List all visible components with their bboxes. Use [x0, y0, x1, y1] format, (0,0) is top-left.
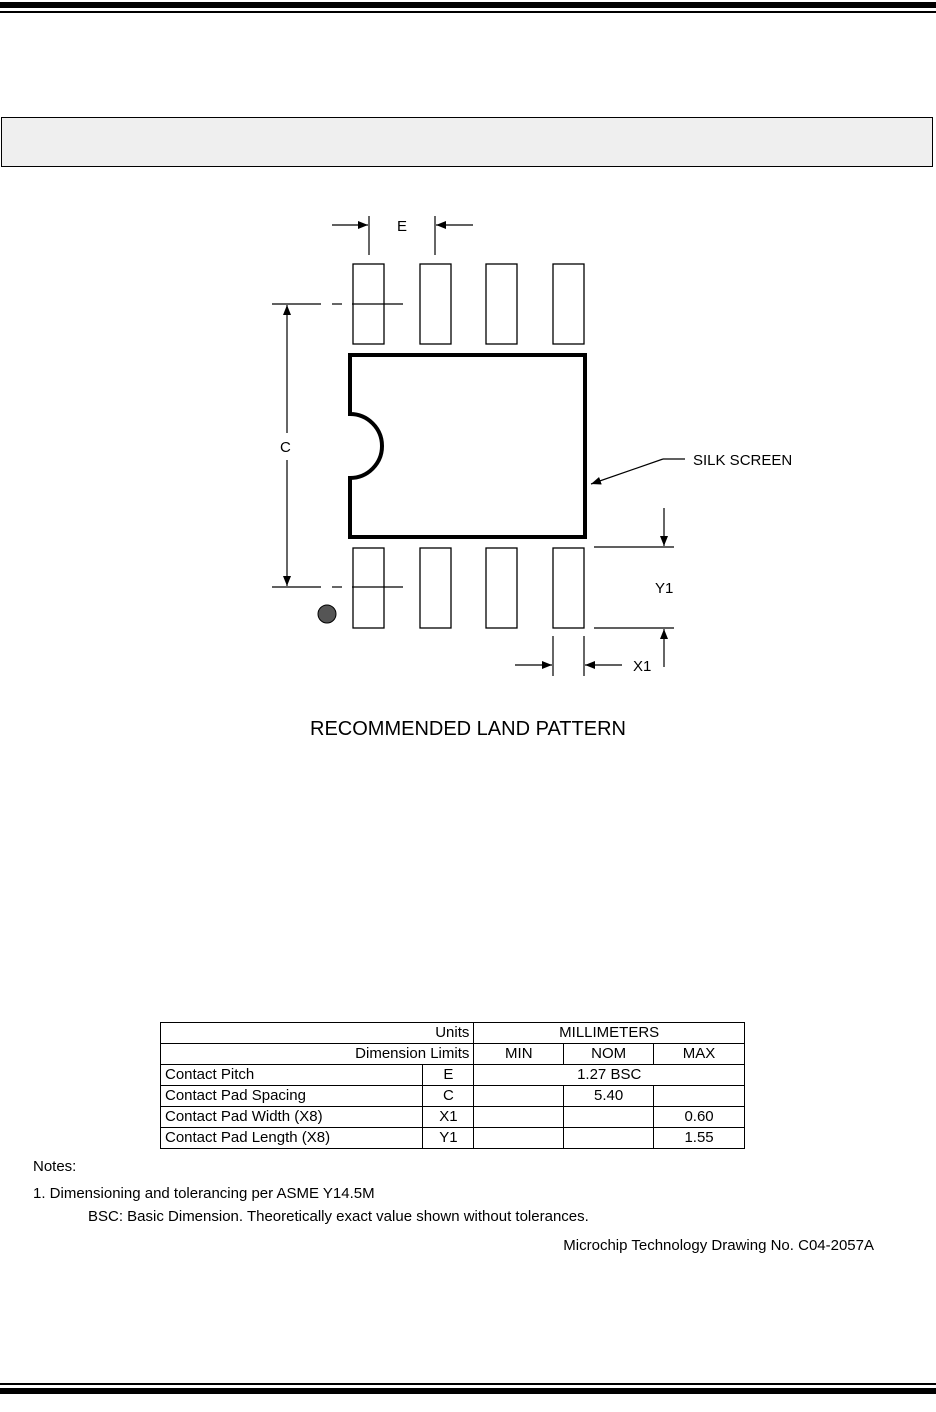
title-banner: [1, 117, 933, 167]
row-symbol: X1: [423, 1107, 474, 1128]
pin-1-indicator: [318, 605, 336, 623]
pad-top-2: [420, 264, 451, 344]
row-name: Contact Pad Length (X8): [161, 1128, 423, 1149]
bottom-rule-thin: [0, 1383, 936, 1385]
silk-screen-label: SILK SCREEN: [693, 452, 793, 469]
bottom-rule-thick: [0, 1388, 936, 1394]
y1-label: Y1: [655, 580, 674, 597]
land-pattern-drawing: [0, 200, 936, 740]
table-row: [161, 1065, 745, 1086]
silk-screen-leader: [591, 459, 663, 484]
pad-bottom-2: [420, 548, 451, 628]
row-min: [474, 1128, 564, 1149]
table-row: [161, 1023, 745, 1044]
row-symbol: Y1: [423, 1128, 474, 1149]
pad-bottom-4: [553, 548, 584, 628]
pad-bottom-1: [353, 548, 384, 628]
top-rule-thin: [0, 11, 936, 13]
notes-title: Notes:: [33, 1158, 77, 1175]
row-span-value: 1.27 BSC: [474, 1065, 745, 1086]
row-max: 0.60: [654, 1107, 745, 1128]
row-name: Contact Pad Spacing: [161, 1086, 423, 1107]
limits-label: Dimension Limits: [161, 1044, 474, 1065]
row-min: [474, 1086, 564, 1107]
units-value: MILLIMETERS: [474, 1023, 745, 1044]
row-name: Contact Pad Width (X8): [161, 1107, 423, 1128]
col-nom-header: NOM: [564, 1044, 654, 1065]
land-pattern-caption: RECOMMENDED LAND PATTERN: [310, 718, 626, 740]
e-label: E: [397, 218, 408, 235]
row-nom: [564, 1128, 654, 1149]
pad-bottom-3: [486, 548, 517, 628]
row-nom: [564, 1107, 654, 1128]
col-min-header: MIN: [474, 1044, 564, 1065]
row-min: [474, 1107, 564, 1128]
table-row: [161, 1044, 745, 1065]
c-label: C: [280, 439, 291, 456]
note-bsc: BSC: Basic Dimension. Theoretically exact value shown without tolerances.: [88, 1208, 589, 1225]
top-rule-thick: [0, 2, 936, 8]
units-label: Units: [161, 1023, 474, 1044]
row-nom: 5.40: [564, 1086, 654, 1107]
pad-top-3: [486, 264, 517, 344]
table-row: [161, 1128, 745, 1149]
silk-screen-outline: [350, 355, 585, 537]
pad-top-4: [553, 264, 584, 344]
dimensions-table: [160, 1022, 745, 1149]
col-max-header: MAX: [654, 1044, 745, 1065]
row-symbol: E: [423, 1065, 474, 1086]
row-name: Contact Pitch: [161, 1065, 423, 1086]
table-row: [161, 1086, 745, 1107]
note-1: 1. Dimensioning and tolerancing per ASME Y14.5M: [33, 1185, 375, 1202]
row-max: [654, 1086, 745, 1107]
table-row: [161, 1107, 745, 1128]
row-symbol: C: [423, 1086, 474, 1107]
x1-label: X1: [633, 658, 652, 675]
row-max: 1.55: [654, 1128, 745, 1149]
drawing-number: Microchip Technology Drawing No. C04-2057A: [563, 1237, 874, 1254]
